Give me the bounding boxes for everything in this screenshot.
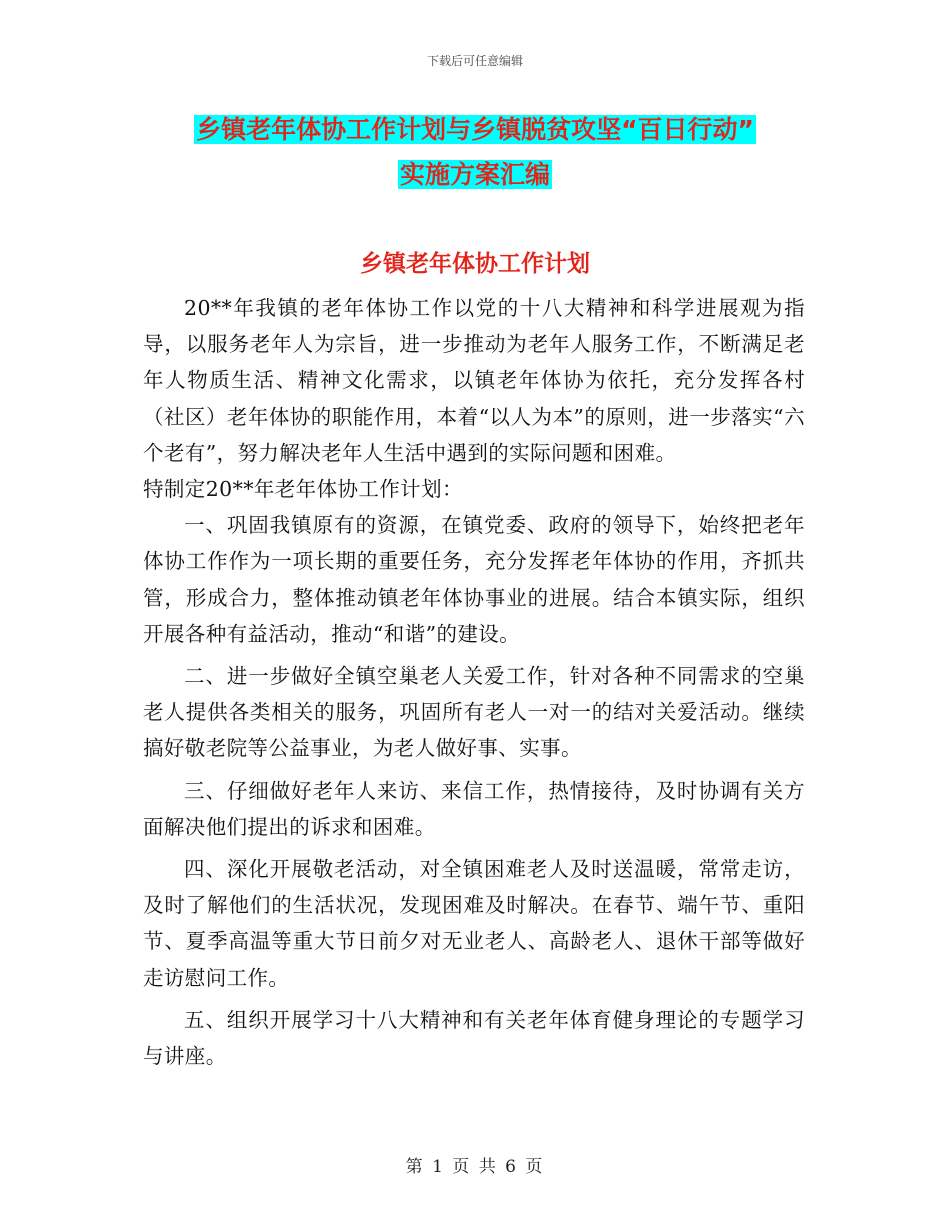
item-paragraph-3: 三、仔细做好老年人来访、来信工作，热情接待，及时协调有关方面解决他们提出的诉求和困难。 — [143, 778, 805, 839]
intro-paragraph: 20**年我镇的老年体协工作以党的十八大精神和科学进展观为指导，以服务老年人为宗旨，进一步推动为老年人服务工作，不断满足老年人物质生活、精神文化需求，以镇老年体协为依托，充分发挥各村（社区）老年体协的职能作用，本着“以人为本”的原则，进一步落实“六个老有”，努力解决老年人生活中遇到的实际问题和困难。 — [143, 296, 805, 465]
section-title: 乡镇老年体协工作计划 — [360, 251, 590, 277]
item-paragraph-1: 一、巩固我镇原有的资源，在镇党委、政府的领导下，始终把老年体协工作作为一项长期的重要任务，充分发挥老年体协的作用，齐抓共管，形成合力，整体推动镇老年体协事业的进展。结合本镇实际，组织开展各种有益活动，推动“和谐”的建设。 — [143, 513, 805, 646]
item-paragraph-5: 五、组织开展学习十八大精神和有关老年体育健身理论的专题学习与讲座。 — [143, 1007, 805, 1069]
item-paragraph-2: 二、进一步做好全镇空巢老人关爱工作，针对各种不同需求的空巢老人提供各类相关的服务，巩固所有老人一对一的结对关爱活动。继续搞好敬老院等公益事业，为老人做好事、实事。 — [143, 664, 805, 761]
document-title-line-1 — [0, 108, 950, 152]
document-body — [143, 290, 805, 1074]
header-note: 下载后可任意编辑 — [426, 54, 523, 68]
document-title-line-2 — [0, 153, 950, 197]
title-highlight-1: 乡镇老年体协工作计划与乡镇脱贫攻坚“百日行动” — [196, 115, 754, 144]
item-paragraph-4: 四、深化开展敬老活动，对全镇困难老人及时送温暖，常常走访，及时了解他们的生活状况，发现困难及时解决。在春节、端午节、重阳节、夏季高温等重大节日前夕对无业老人、高龄老人、退休干部等做好走访慰问工作。 — [143, 857, 805, 990]
page-footer: 第 1 页 共 6 页 — [405, 1157, 545, 1177]
plan-statement: 特制定20**年老年体协工作计划： — [143, 477, 463, 502]
title-highlight-2: 实施方案汇编 — [399, 160, 550, 189]
